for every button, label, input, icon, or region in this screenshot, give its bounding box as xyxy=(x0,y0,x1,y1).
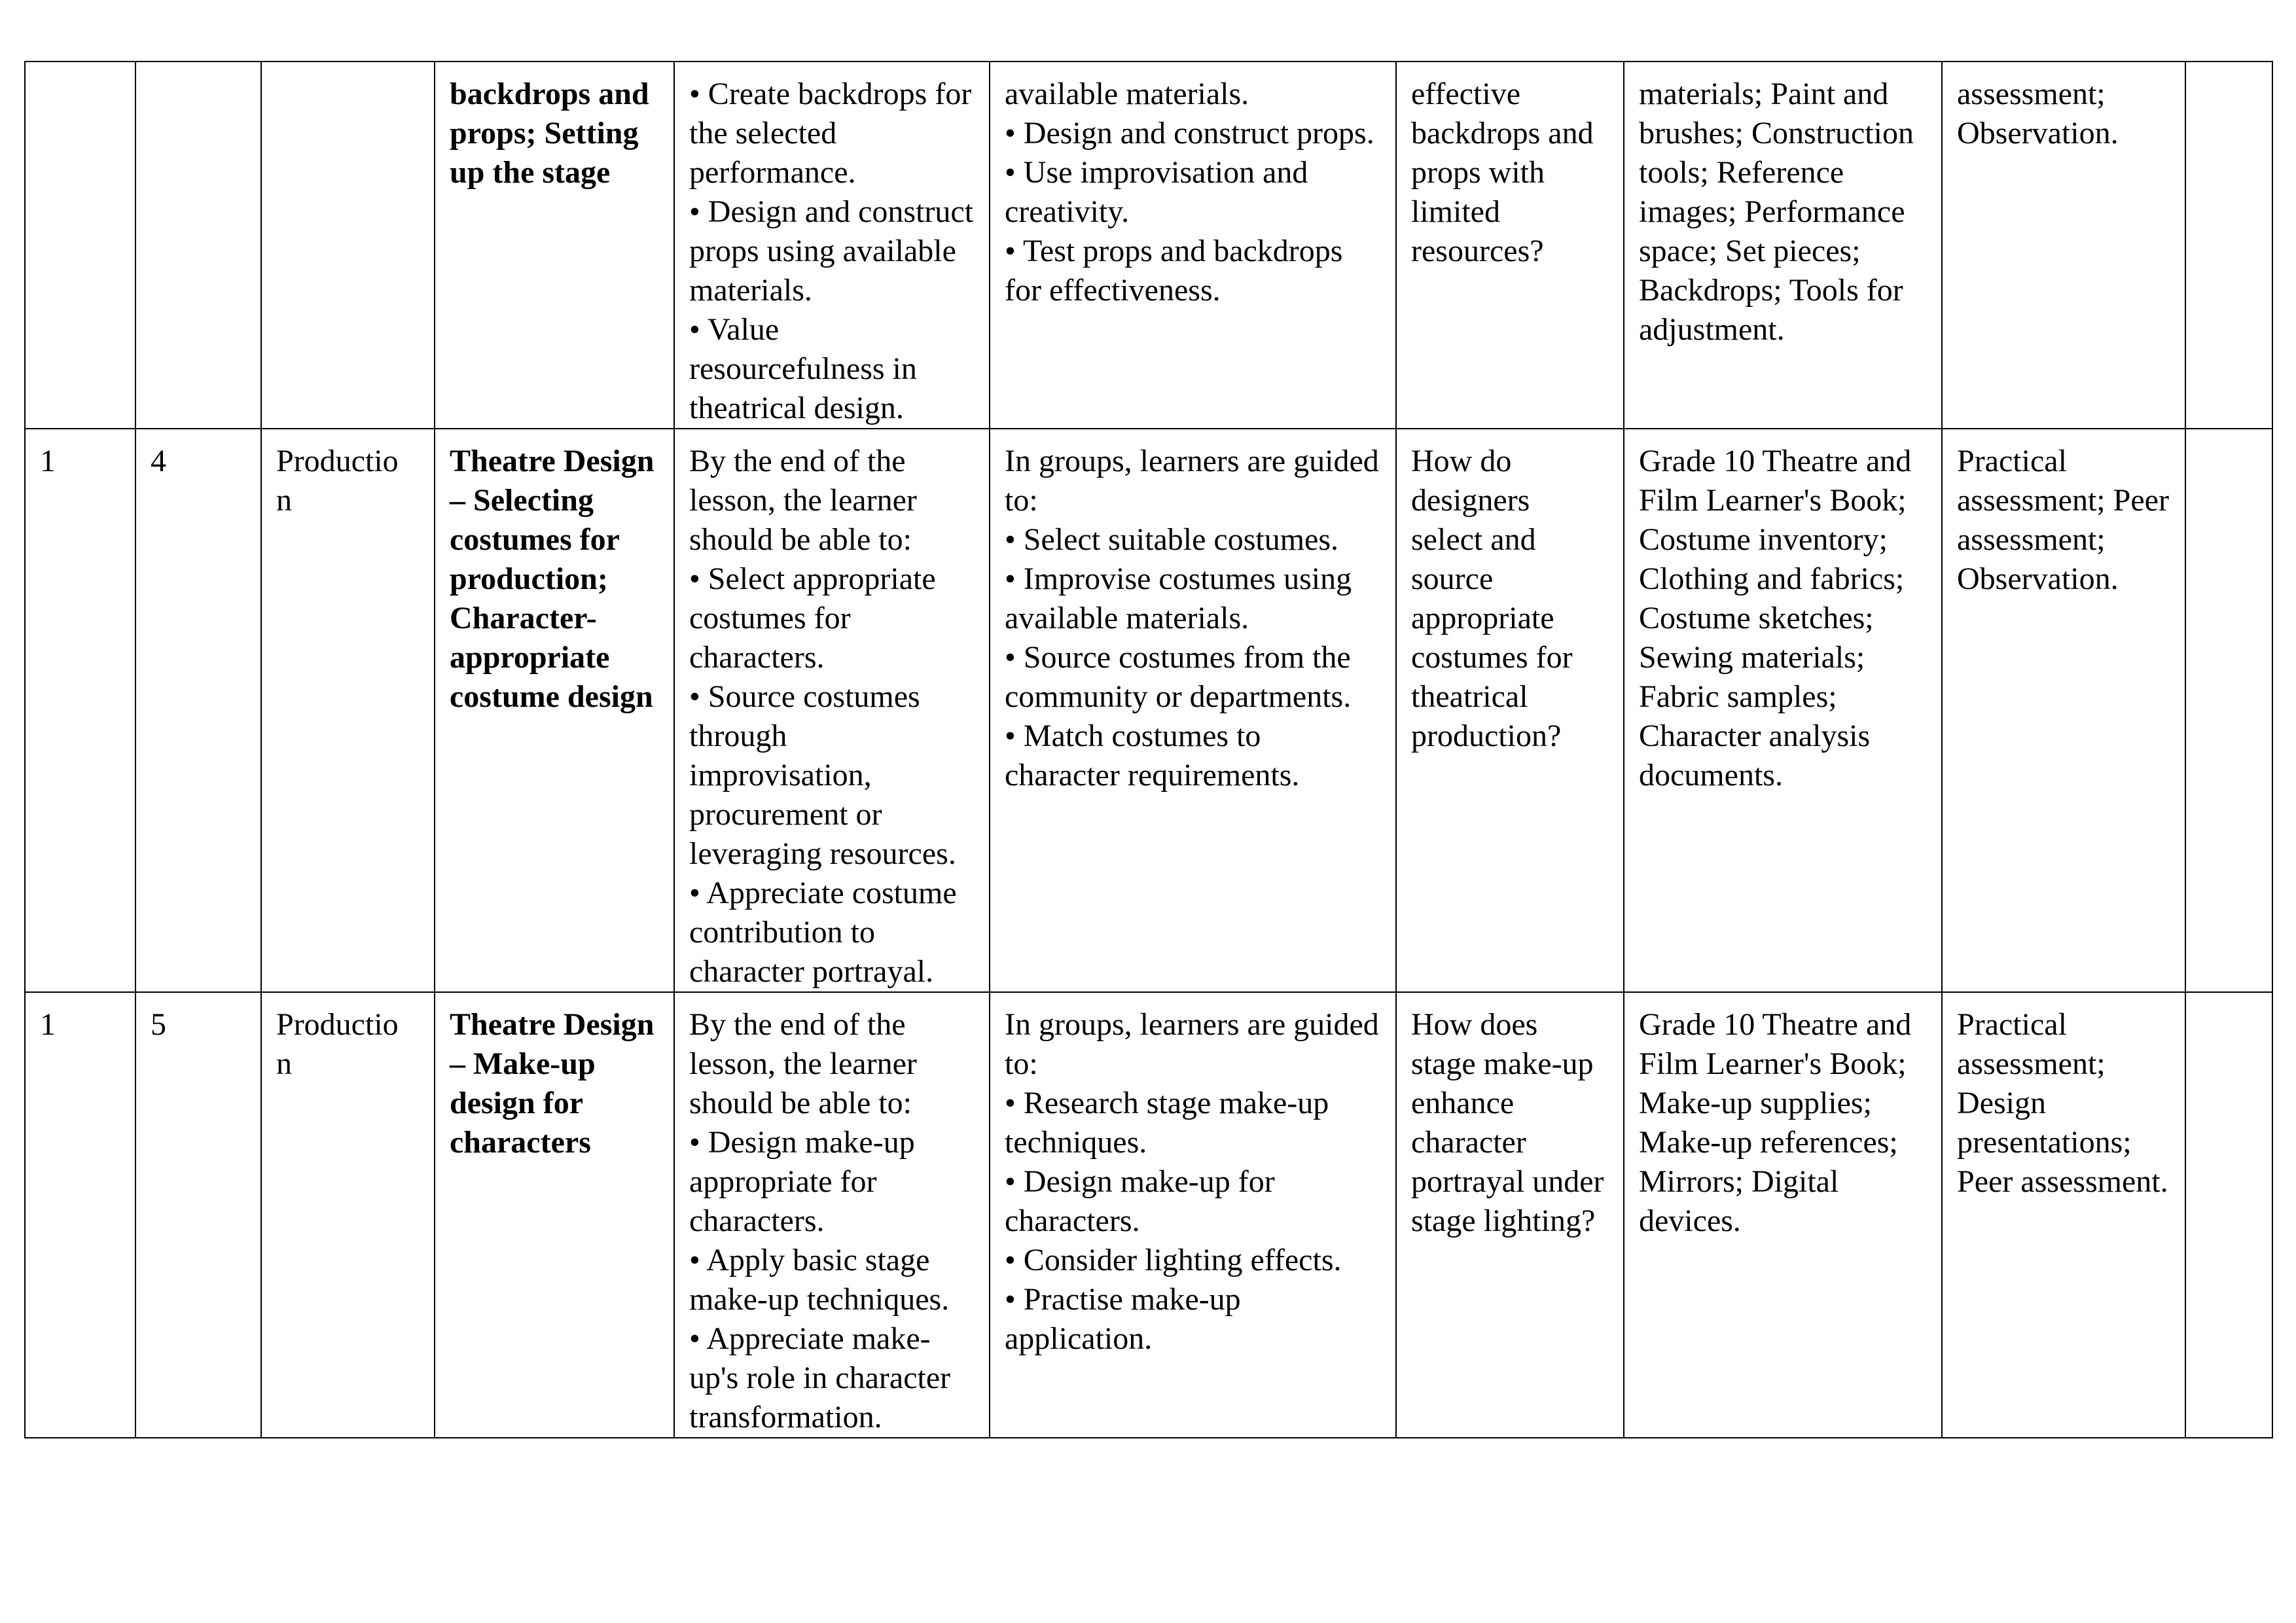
learning-outcomes-cell: By the end of the lesson, the learner should be able to: • Select appropriate costumes for characters. • Source costumes through improvisation, procurement or leveraging resources. • Appreciate costume contribution to character portrayal. xyxy=(674,429,990,992)
remarks-cell xyxy=(2185,429,2272,992)
scheme-of-work-table xyxy=(24,61,2273,1438)
strand-cell: Productio n xyxy=(261,992,435,1438)
strand-cell: Productio n xyxy=(261,429,435,992)
remarks-cell xyxy=(2185,992,2272,1438)
table-row xyxy=(25,429,2272,992)
learning-experiences-cell: In groups, learners are guided to: • Select suitable costumes. • Improvise costumes using available materials. • Source costumes from the community or departments. • Match costumes to character requirements. xyxy=(990,429,1396,992)
lesson-cell xyxy=(135,62,261,429)
sub-strand-cell: Theatre Design – Make-up design for characters xyxy=(435,992,674,1438)
learning-outcomes-cell: By the end of the lesson, the learner should be able to: • Design make-up appropriate for characters. • Apply basic stage make-up techniques. • Appreciate make-up's role in character transformation. xyxy=(674,992,990,1438)
key-inquiry-question-cell: How do designers select and source appropriate costumes for theatrical production? xyxy=(1396,429,1624,992)
assessment-methods-cell: Practical assessment; Peer assessment; Observation. xyxy=(1942,429,2185,992)
learning-resources-cell: materials; Paint and brushes; Construction tools; Reference images; Performance space; Set pieces; Backdrops; Tools for adjustment. xyxy=(1624,62,1942,429)
key-inquiry-question-cell: How does stage make-up enhance character portrayal under stage lighting? xyxy=(1396,992,1624,1438)
table-row xyxy=(25,62,2272,429)
sub-strand-cell: Theatre Design – Selecting costumes for production; Character-appropriate costume design xyxy=(435,429,674,992)
key-inquiry-question-cell: effective backdrops and props with limited resources? xyxy=(1396,62,1624,429)
assessment-methods-cell: Practical assessment; Design presentations; Peer assessment. xyxy=(1942,992,2185,1438)
learning-resources-cell: Grade 10 Theatre and Film Learner's Book; Make-up supplies; Make-up references; Mirrors; Digital devices. xyxy=(1624,992,1942,1438)
learning-resources-cell: Grade 10 Theatre and Film Learner's Book; Costume inventory; Clothing and fabrics; Costume sketches; Sewing materials; Fabric samples; Character analysis documents. xyxy=(1624,429,1942,992)
assessment-methods-cell: assessment; Observation. xyxy=(1942,62,2185,429)
lesson-cell: 5 xyxy=(135,992,261,1438)
week-cell: 1 xyxy=(25,992,135,1438)
strand-cell xyxy=(261,62,435,429)
lesson-cell: 4 xyxy=(135,429,261,992)
week-cell: 1 xyxy=(25,429,135,992)
learning-outcomes-cell: • Create backdrops for the selected performance. • Design and construct props using available materials. • Value resourcefulness in theatrical design. xyxy=(674,62,990,429)
learning-experiences-cell: available materials. • Design and construct props. • Use improvisation and creativity. • Test props and backdrops for effectiveness. xyxy=(990,62,1396,429)
week-cell xyxy=(25,62,135,429)
remarks-cell xyxy=(2185,62,2272,429)
table-row xyxy=(25,992,2272,1438)
sub-strand-cell: backdrops and props; Setting up the stage xyxy=(435,62,674,429)
learning-experiences-cell: In groups, learners are guided to: • Research stage make-up techniques. • Design make-up for characters. • Consider lighting effects. • Practise make-up application. xyxy=(990,992,1396,1438)
